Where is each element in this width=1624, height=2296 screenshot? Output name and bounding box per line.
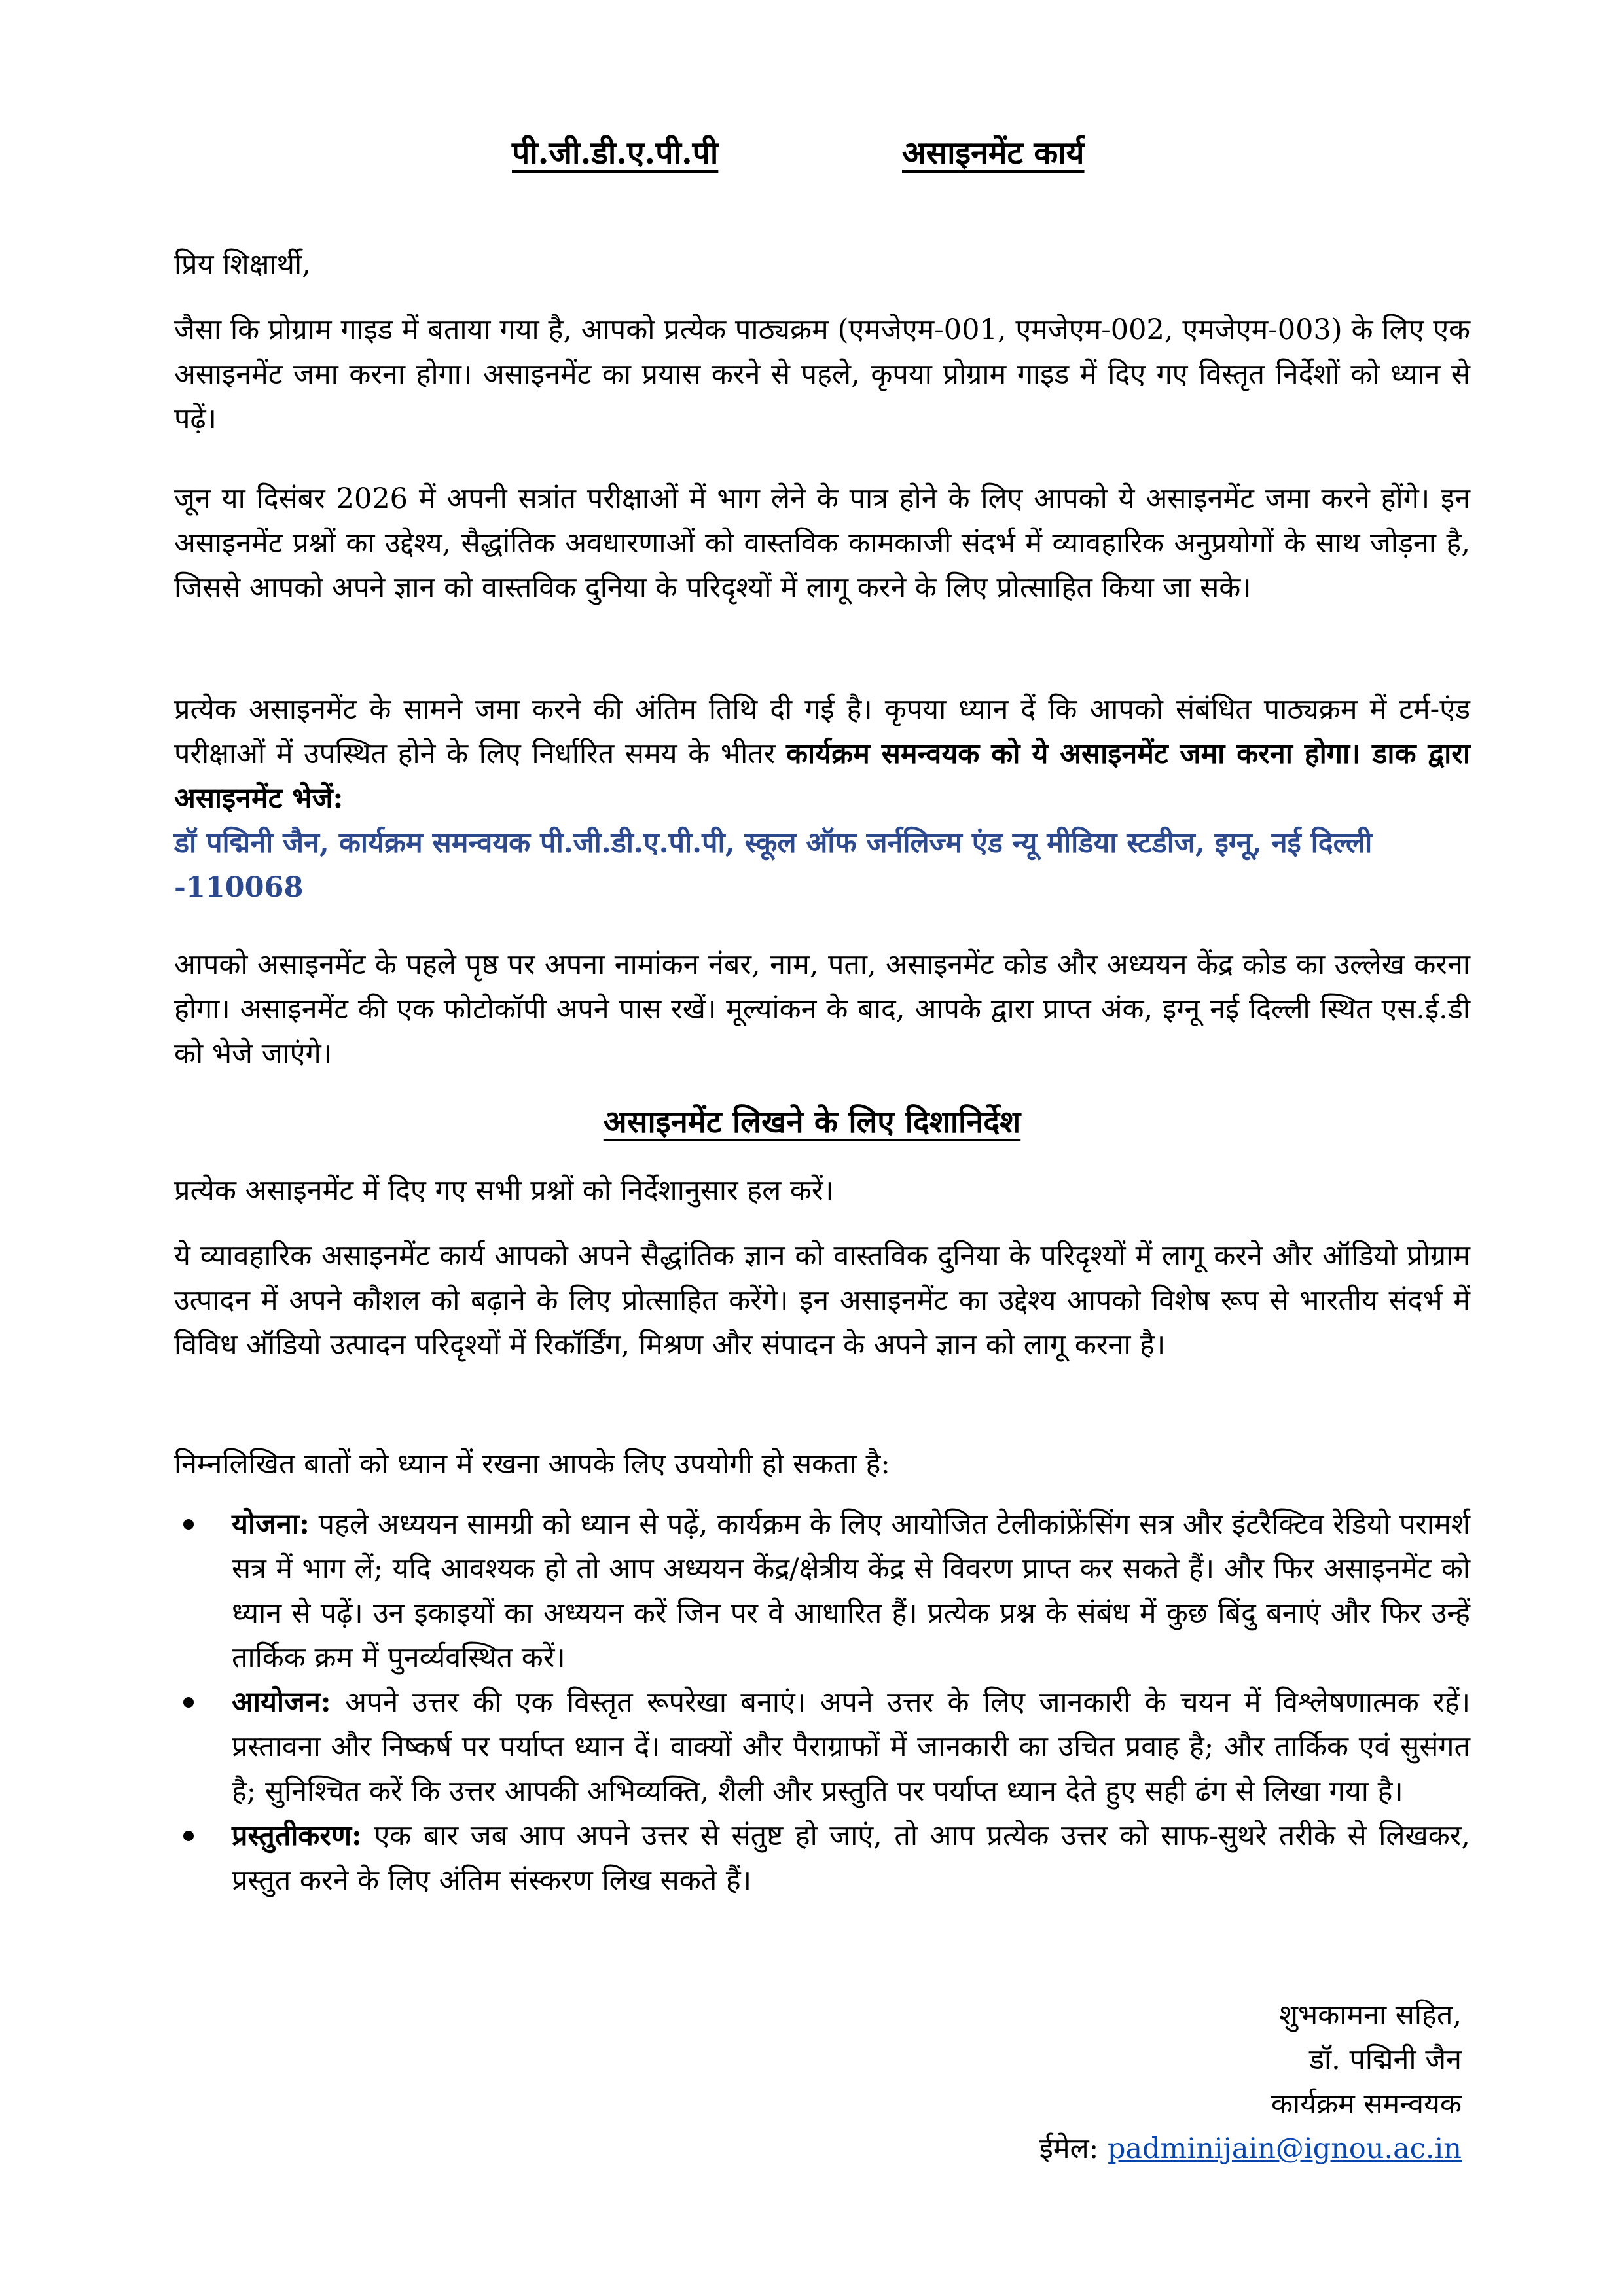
- bullet-text: अपने उत्तर की एक विस्तृत रूपरेखा बनाएं। अपने उत्तर के लिए जानकारी के चयन में विश्लेषणात्मक रहें। प्रस्तावना और निष्कर्ष पर पर्याप्त ध्यान दें। वाक्यों और पैराग्राफों में जानकारी का उचित प्रवाह है; और तार्किक एवं सुसंगत है; सुनिश्चित करें कि उत्तर आपकी अभिव्यक्ति, शैली और प्रस्तुति पर पर्याप्त ध्यान देते हुए सही ढंग से लिखा गया है।: [232, 1686, 1470, 1808]
- list-item: [174, 1502, 1470, 1680]
- signature-block: [873, 1993, 1462, 2171]
- bullet-icon: [183, 1519, 194, 1530]
- document-header: [0, 131, 1624, 183]
- paragraph-first-page-details: आपको असाइनमेंट के पहले पृष्ठ पर अपना नामांकन नंबर, नाम, पता, असाइनमेंट कोड और अध्ययन केंद्र कोड का उल्लेख करना होगा। असाइनमेंट की एक फोटोकॉपी अपने पास रखें। मूल्यांकन के बाद, आपके द्वारा प्राप्त अंक, इग्नू नई दिल्ली स्थित एस.ई.डी को भेजे जाएंगे।: [174, 948, 1470, 1070]
- paragraph-practical-assignments: ये व्यावहारिक असाइनमेंट कार्य आपको अपने सैद्धांतिक ज्ञान को वास्तविक दुनिया के परिदृश्यों में लागू करने और ऑडियो प्रोग्राम उत्पादन में अपने कौशल को बढ़ाने के लिए प्रोत्साहित करेंगे। इन असाइनमेंट का उद्देश्य आपको विशेष रूप से भारतीय संदर्भ में विविध ऑडियो उत्पादन परिदृश्यों में रिकॉर्डिंग, मिश्रण और संपादन के अपने ज्ञान को लागू करना है।: [174, 1240, 1470, 1361]
- list-item: [174, 1680, 1470, 1814]
- signatory-name: डॉ. पद्मिनी जैन: [1308, 2043, 1462, 2076]
- bullet-term: आयोजन:: [232, 1686, 331, 1719]
- closing-line: शुभकामना सहित,: [1278, 1999, 1462, 2032]
- paragraph-exam-eligibility: जून या दिसंबर 2026 में अपनी सत्रांत परीक्षाओं में भाग लेने के पात्र होने के लिए आपको ये असाइनमेंट जमा करने होंगे। इन असाइनमेंट प्रश्नों का उद्देश्य, सैद्धांतिक अवधारणाओं को वास्तविक कामकाजी संदर्भ में व्यावहारिक अनुप्रयोगों के साथ जोड़ना है, जिससे आपको अपने ज्ञान को वास्तविक दुनिया के परिदृश्यों में लागू करने के लिए प्रोत्साहित किया जा सके।: [174, 482, 1470, 604]
- email-link[interactable]: padminijain@ignou.ac.in: [1107, 2132, 1462, 2165]
- bullet-icon: [183, 1831, 194, 1841]
- list-item: [174, 1814, 1470, 1903]
- assignment-heading: असाइनमेंट कार्य: [902, 135, 1085, 171]
- bullet-text: पहले अध्ययन सामग्री को ध्यान से पढ़ें, कार्यक्रम के लिए आयोजित टेलीकांफ्रेंसिंग सत्र और इंटरैक्टिव रेडियो परामर्श सत्र में भाग लें; यदि आवश्यक हो तो आप अध्ययन केंद्र/क्षेत्रीय केंद्र से विवरण प्राप्त कर सकते हैं। और फिर असाइनमेंट को ध्यान से पढ़ें। उन इकाइयों का अध्ययन करें जिन पर वे आधारित हैं। प्रत्येक प्रश्न के संबंध में कुछ बिंदु बनाएं और फिर उन्हें तार्किक क्रम में पुनर्व्यवस्थित करें।: [232, 1508, 1470, 1674]
- guidelines-heading: असाइनमेंट लिखने के लिए दिशानिर्देश: [603, 1104, 1021, 1140]
- email-line: [873, 2126, 1462, 2171]
- paragraph-program-guide: जैसा कि प्रोग्राम गाइड में बताया गया है, आपको प्रत्येक पाठ्यक्रम (एमजेएम-001, एमजेएम-002, एमजेएम-003) के लिए एक असाइनमेंट जमा करना होगा। असाइनमेंट का प्रयास करने से पहले, कृपया प्रोग्राम गाइड में दिए गए विस्तृत निर्देशों को ध्यान से पढ़ें।: [174, 314, 1470, 435]
- email-label: ईमेल:: [1039, 2132, 1108, 2165]
- bullet-icon: [183, 1697, 194, 1708]
- deadline-text: प्रत्येक असाइनमेंट के सामने जमा करने की अंतिम तिथि दी गई है। कृपया ध्यान दें कि आपको संबंधित पाठ्यक्रम में टर्म-एंड परीक्षाओं में उपस्थित होने के लिए निर्धारित समय के भीतर: [174, 693, 1470, 770]
- salutation: प्रिय शिक्षार्थी,: [174, 248, 311, 281]
- deadline-emphasis: कार्यक्रम समन्वयक को ये असाइनमेंट जमा करना होगा। डाक द्वारा असाइनमेंट भेजें:: [174, 738, 1470, 815]
- paragraph-answer-all: प्रत्येक असाइनमेंट में दिए गए सभी प्रश्नों को निर्देशानुसार हल करें।: [174, 1174, 834, 1207]
- bullet-text: एक बार जब आप अपने उत्तर से संतुष्ट हो जाएं, तो आप प्रत्येक उत्तर को साफ-सुथरे तरीके से लिखकर, प्रस्तुत करने के लिए अंतिम संस्करण लिख सकते हैं।: [232, 1820, 1470, 1897]
- bullet-term: योजना:: [232, 1508, 310, 1541]
- program-code-heading: पी.जी.डी.ए.पी.पी: [512, 135, 719, 171]
- signatory-designation: कार्यक्रम समन्वयक: [1271, 2088, 1462, 2121]
- postal-address: डॉ पद्मिनी जैन, कार्यक्रम समन्वयक पी.जी.डी.ए.पी.पी, स्कूल ऑफ जर्नलिज्म एंड न्यू मीडिया स्टडीज, इग्नू, नई दिल्ली -110068: [174, 827, 1373, 904]
- paragraph-submission-deadline: [174, 687, 1470, 910]
- guideline-list: [174, 1502, 1470, 1903]
- bullet-term: प्रस्तुतीकरण:: [232, 1820, 362, 1852]
- paragraph-useful-points: निम्नलिखित बातों को ध्यान में रखना आपके लिए उपयोगी हो सकता है:: [174, 1448, 890, 1480]
